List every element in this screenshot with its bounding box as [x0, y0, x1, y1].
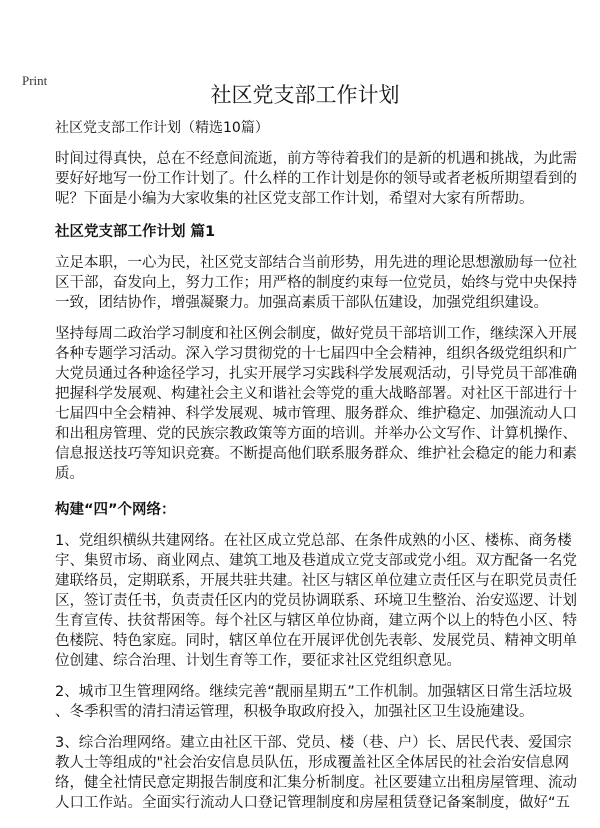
text-line: 一致，团结协作，增强凝聚力。加强高素质干部队伍建设，加强党组织建设。 [55, 295, 548, 311]
network-item-3 [55, 733, 577, 813]
text-line: 色楼院、特色家庭。同时，辖区单位在开展评优创先表彰、发展党员、精神文明单 [55, 633, 577, 649]
section-heading-1: 社区党支部工作计划 篇1 [55, 224, 216, 240]
text-line: 建联络员，定期联系，开展共驻共建。社区与辖区单位建立责任区与在职党员责任 [55, 573, 577, 589]
text-line: 立足本职，一心为民，社区党支部结合当前形势，用先进的理论思想激励每一位社 [55, 255, 577, 271]
text-line: 生育宣传、扶贫帮困等。每个社区与辖区单位协商，建立两个以上的特色小区、特 [55, 613, 577, 629]
text-line: 大党员通过各种途径学习，扎实开展学习实践科学发展观活动，引导党员干部准确 [55, 366, 577, 382]
text-line: 络，健全社情民意定期报告制度和汇集分析制度。社区要建立出租房屋管理、流动 [55, 775, 577, 791]
text-line: 3、综合治理网络。建立由社区干部、党员、楼（巷、户）长、居民代表、爱国宗 [55, 735, 572, 751]
text-line: 时间过得真快，总在不经意间流逝，前方等待着我们的是新的机遇和挑战，为此需 [55, 151, 577, 167]
text-line: 坚持每周二政治学习制度和社区例会制度，做好党员干部培训工作，继续深入开展 [55, 326, 577, 342]
text-line: 区，签订责任书，负责责任区内的党员协调联系、环境卫生整治、治安巡逻、计划 [55, 593, 577, 609]
network-item-2 [55, 682, 573, 722]
paragraph-2 [55, 324, 577, 484]
text-line: 、冬季积雪的清扫清运管理，积极争取政府投入，加强社区卫生设施建设。 [55, 704, 534, 720]
text-line: 教人士等组成的"社会治安信息员队伍，形成覆盖社区全体居民的社会治安信息网 [55, 755, 570, 771]
text-line: 把握科学发展观、构建社会主义和谐社会等党的重大战略部署。对社区干部进行十 [55, 386, 577, 402]
text-line: 信息报送技巧等知识竞赛。不断提高他们联系服务群众、维护社会稳定的能力和素 [55, 446, 577, 462]
text-line: 质。 [55, 466, 84, 482]
document-title: 社区党支部工作计划 [210, 83, 400, 107]
text-line: 1、党组织横纵共建网络。在社区成立党总部、在条件成熟的小区、楼栋、商务楼 [55, 533, 572, 549]
text-line: 区干部，奋发向上，努力工作；用严格的制度约束每一位党员，始终与党中央保持 [55, 275, 577, 291]
text-line: 2、城市卫生管理网络。继续完善“靓丽星期五”工作机制。加强辖区日常生活垃圾 [55, 684, 573, 700]
text-line: 和出租房管理、党的民族宗教政策等方面的培训。并举办公文写作、计算机操作、 [55, 426, 577, 442]
text-line: 各种专题学习活动。深入学习贯彻党的十七届四中全会精神，组织各级党组织和广 [55, 346, 577, 362]
document-body [55, 80, 577, 813]
text-line: 呢？下面是小编为大家收集的社区党支部工作计划，希望对大家有所帮助。 [55, 191, 534, 207]
text-line: 人口工作站。全面实行流动人口登记管理制度和房屋租赁登记备案制度，做好“五 [55, 795, 571, 811]
paragraph-1 [55, 253, 577, 313]
print-link[interactable]: Print [22, 73, 48, 88]
section-heading-networks: 构建“四”个网络： [55, 502, 176, 518]
text-line: 七届四中全会精神、科学发展观、城市管理、服务群众、维护稳定、加强流动人口 [55, 406, 577, 422]
intro-paragraph [55, 149, 577, 209]
network-item-1 [55, 531, 577, 671]
text-line: 位创建、综合治理、计划生育等工作，要征求社区党组织意见。 [55, 653, 461, 669]
document-subtitle: 社区党支部工作计划（精选10篇） [55, 120, 269, 136]
text-line: 宇、集贸市场、商业网点、建筑工地及巷道成立党支部或党小组。双方配备一名党 [55, 553, 577, 569]
text-line: 要好好地写一份工作计划了。什么样的工作计划是你的领导或者老板所期望看到的 [55, 171, 577, 187]
